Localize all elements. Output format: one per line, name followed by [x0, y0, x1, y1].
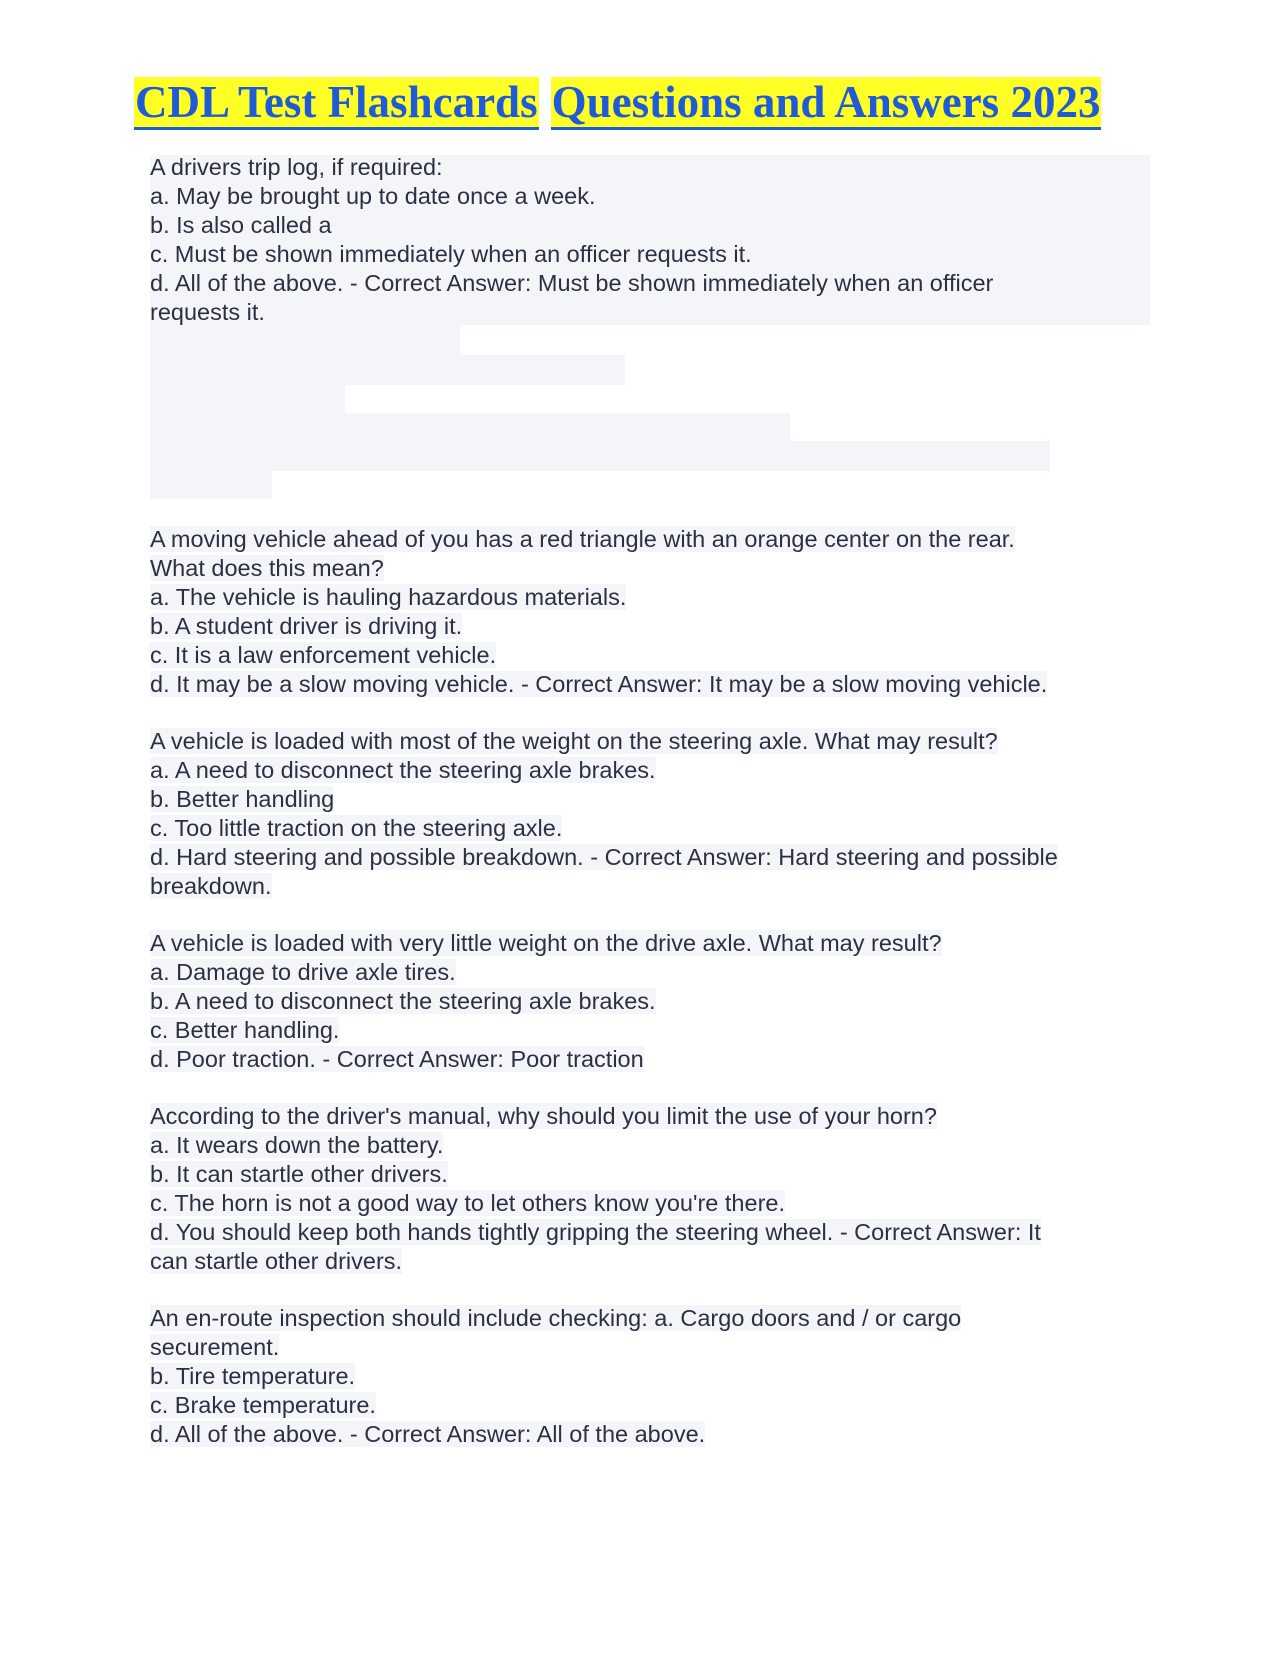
question-text: According to the driver's manual, why should you limit the use of your horn? — [150, 1103, 937, 1129]
question-block — [150, 1304, 1160, 1449]
answer-option: c. Brake temperature. — [150, 1392, 376, 1418]
question-text: A vehicle is loaded with most of the weight on the steering axle. What may result? — [150, 728, 998, 754]
answer-option: d. You should keep both hands tightly gripping the steering wheel. - Correct Answer: It — [150, 1219, 1041, 1245]
answer-option: b. Is also called a — [150, 212, 332, 238]
redacted-block — [150, 413, 790, 443]
redacted-block — [150, 325, 460, 355]
question-block — [150, 1102, 1160, 1276]
correct-answer: can startle other drivers. — [150, 1248, 403, 1274]
answer-option: c. Too little traction on the steering axle. — [150, 815, 563, 841]
answer-option: c. Better handling. — [150, 1017, 340, 1043]
redacted-block — [150, 355, 625, 385]
question-text: An en-route inspection should include checking: a. Cargo doors and / or cargo — [150, 1305, 962, 1331]
answer-option: b. Better handling — [150, 786, 335, 812]
answer-option: a. May be brought up to date once a week. — [150, 183, 596, 209]
answer-option: b. Tire temperature. — [150, 1363, 356, 1389]
question-text: securement. — [150, 1334, 280, 1360]
answer-option: d. Hard steering and possible breakdown. - Correct Answer: Hard steering and possible — [150, 844, 1058, 870]
title-part-2: Questions and Answers 2023 — [551, 77, 1102, 130]
question-block — [150, 929, 1160, 1074]
answer-option: c. The horn is not a good way to let others know you're there. — [150, 1190, 785, 1216]
redacted-block — [150, 469, 272, 499]
question-text: A moving vehicle ahead of you has a red triangle with an orange center on the rear. — [150, 526, 1015, 552]
title-part-1: CDL Test Flashcards — [134, 77, 539, 130]
question-text: A drivers trip log, if required: — [150, 154, 443, 180]
document-title — [134, 76, 1101, 128]
redacted-block — [150, 441, 1050, 471]
correct-answer: d. All of the above. - Correct Answer: All of the above. — [150, 1421, 706, 1447]
correct-answer: requests it. — [150, 299, 265, 325]
answer-option: a. Damage to drive axle tires. — [150, 959, 456, 985]
redacted-block — [150, 385, 345, 415]
question-block — [150, 525, 1160, 699]
question-text: A vehicle is loaded with very little weight on the drive axle. What may result? — [150, 930, 942, 956]
answer-option: c. It is a law enforcement vehicle. — [150, 642, 497, 668]
answer-option: a. A need to disconnect the steering axle brakes. — [150, 757, 656, 783]
answer-option: d. All of the above. - Correct Answer: Must be shown immediately when an officer — [150, 270, 994, 296]
answer-option: a. It wears down the battery. — [150, 1132, 444, 1158]
answer-option: b. A need to disconnect the steering axle brakes. — [150, 988, 656, 1014]
question-block — [150, 727, 1160, 901]
answer-option: b. It can startle other drivers. — [150, 1161, 448, 1187]
answer-option: a. The vehicle is hauling hazardous materials. — [150, 584, 627, 610]
answer-option: b. A student driver is driving it. — [150, 613, 463, 639]
correct-answer: d. It may be a slow moving vehicle. - Correct Answer: It may be a slow moving vehicle. — [150, 671, 1048, 697]
correct-answer: d. Poor traction. - Correct Answer: Poor traction — [150, 1046, 644, 1072]
question-block — [150, 153, 1160, 327]
correct-answer: breakdown. — [150, 873, 272, 899]
answer-option: c. Must be shown immediately when an officer requests it. — [150, 241, 752, 267]
question-text: What does this mean? — [150, 555, 384, 581]
